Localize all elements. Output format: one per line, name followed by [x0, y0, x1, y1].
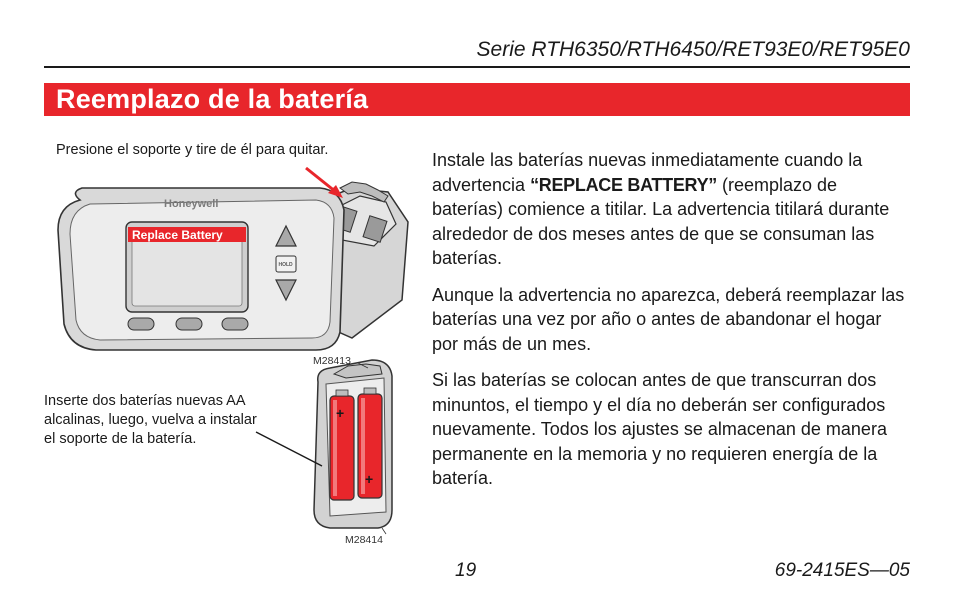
battery-plus-top: + — [336, 405, 345, 421]
section-title: Reemplazo de la batería — [56, 84, 369, 114]
document-number: 69-2415ES—05 — [774, 560, 910, 581]
honeywell-logo: Honeywell — [164, 198, 219, 210]
battery-holder-illustration — [314, 360, 392, 528]
figure-code-thermostat: M28413 — [313, 355, 351, 367]
paragraph-1 — [432, 148, 912, 271]
paragraph-1-end: (reemplazo de baterías) comience a titilar. La advertencia titilará durante alrededor de dos meses antes de que se consuman las baterías. — [432, 174, 890, 268]
page-number: 19 — [455, 560, 477, 581]
caption-insert-batteries: Inserte dos baterías nuevas AA alcalinas, luego, vuelva a instalar el soporte de la batería. — [44, 393, 257, 447]
figure-code-battery: M28414 — [345, 534, 383, 546]
soft-key-left — [128, 318, 154, 330]
replace-battery-warning: Replace Battery — [132, 228, 223, 242]
paragraph-1-start: Instale las baterías nuevas inmediatamente cuando la advertencia — [432, 150, 863, 195]
paragraph-2: Aunque la advertencia no aparezca, deberá reemplazar las baterías una vez por año o antes de abandonar el hogar por más de un mes. — [432, 284, 905, 354]
battery-plus-bottom: + — [365, 471, 374, 487]
soft-key-right — [222, 318, 248, 330]
soft-key-center — [176, 318, 202, 330]
body-text — [432, 148, 912, 503]
series-title: Serie RTH6350/RTH6450/RET93E0/RET95E0 — [476, 38, 910, 61]
replace-battery-term: “REPLACE BATTERY” — [530, 174, 717, 195]
paragraph-3: Si las baterías se colocan antes de que transcurran dos minuntos, el tiempo y el día no deberán ser configurados nuevamente. Todos los ajustes se almacenan de manera permanente en la memoria y no requieren energía de la batería. — [432, 370, 887, 488]
hold-label: HOLD — [278, 262, 293, 268]
caption-remove-holder: Presione el soporte y tire de él para quitar. — [56, 142, 329, 158]
